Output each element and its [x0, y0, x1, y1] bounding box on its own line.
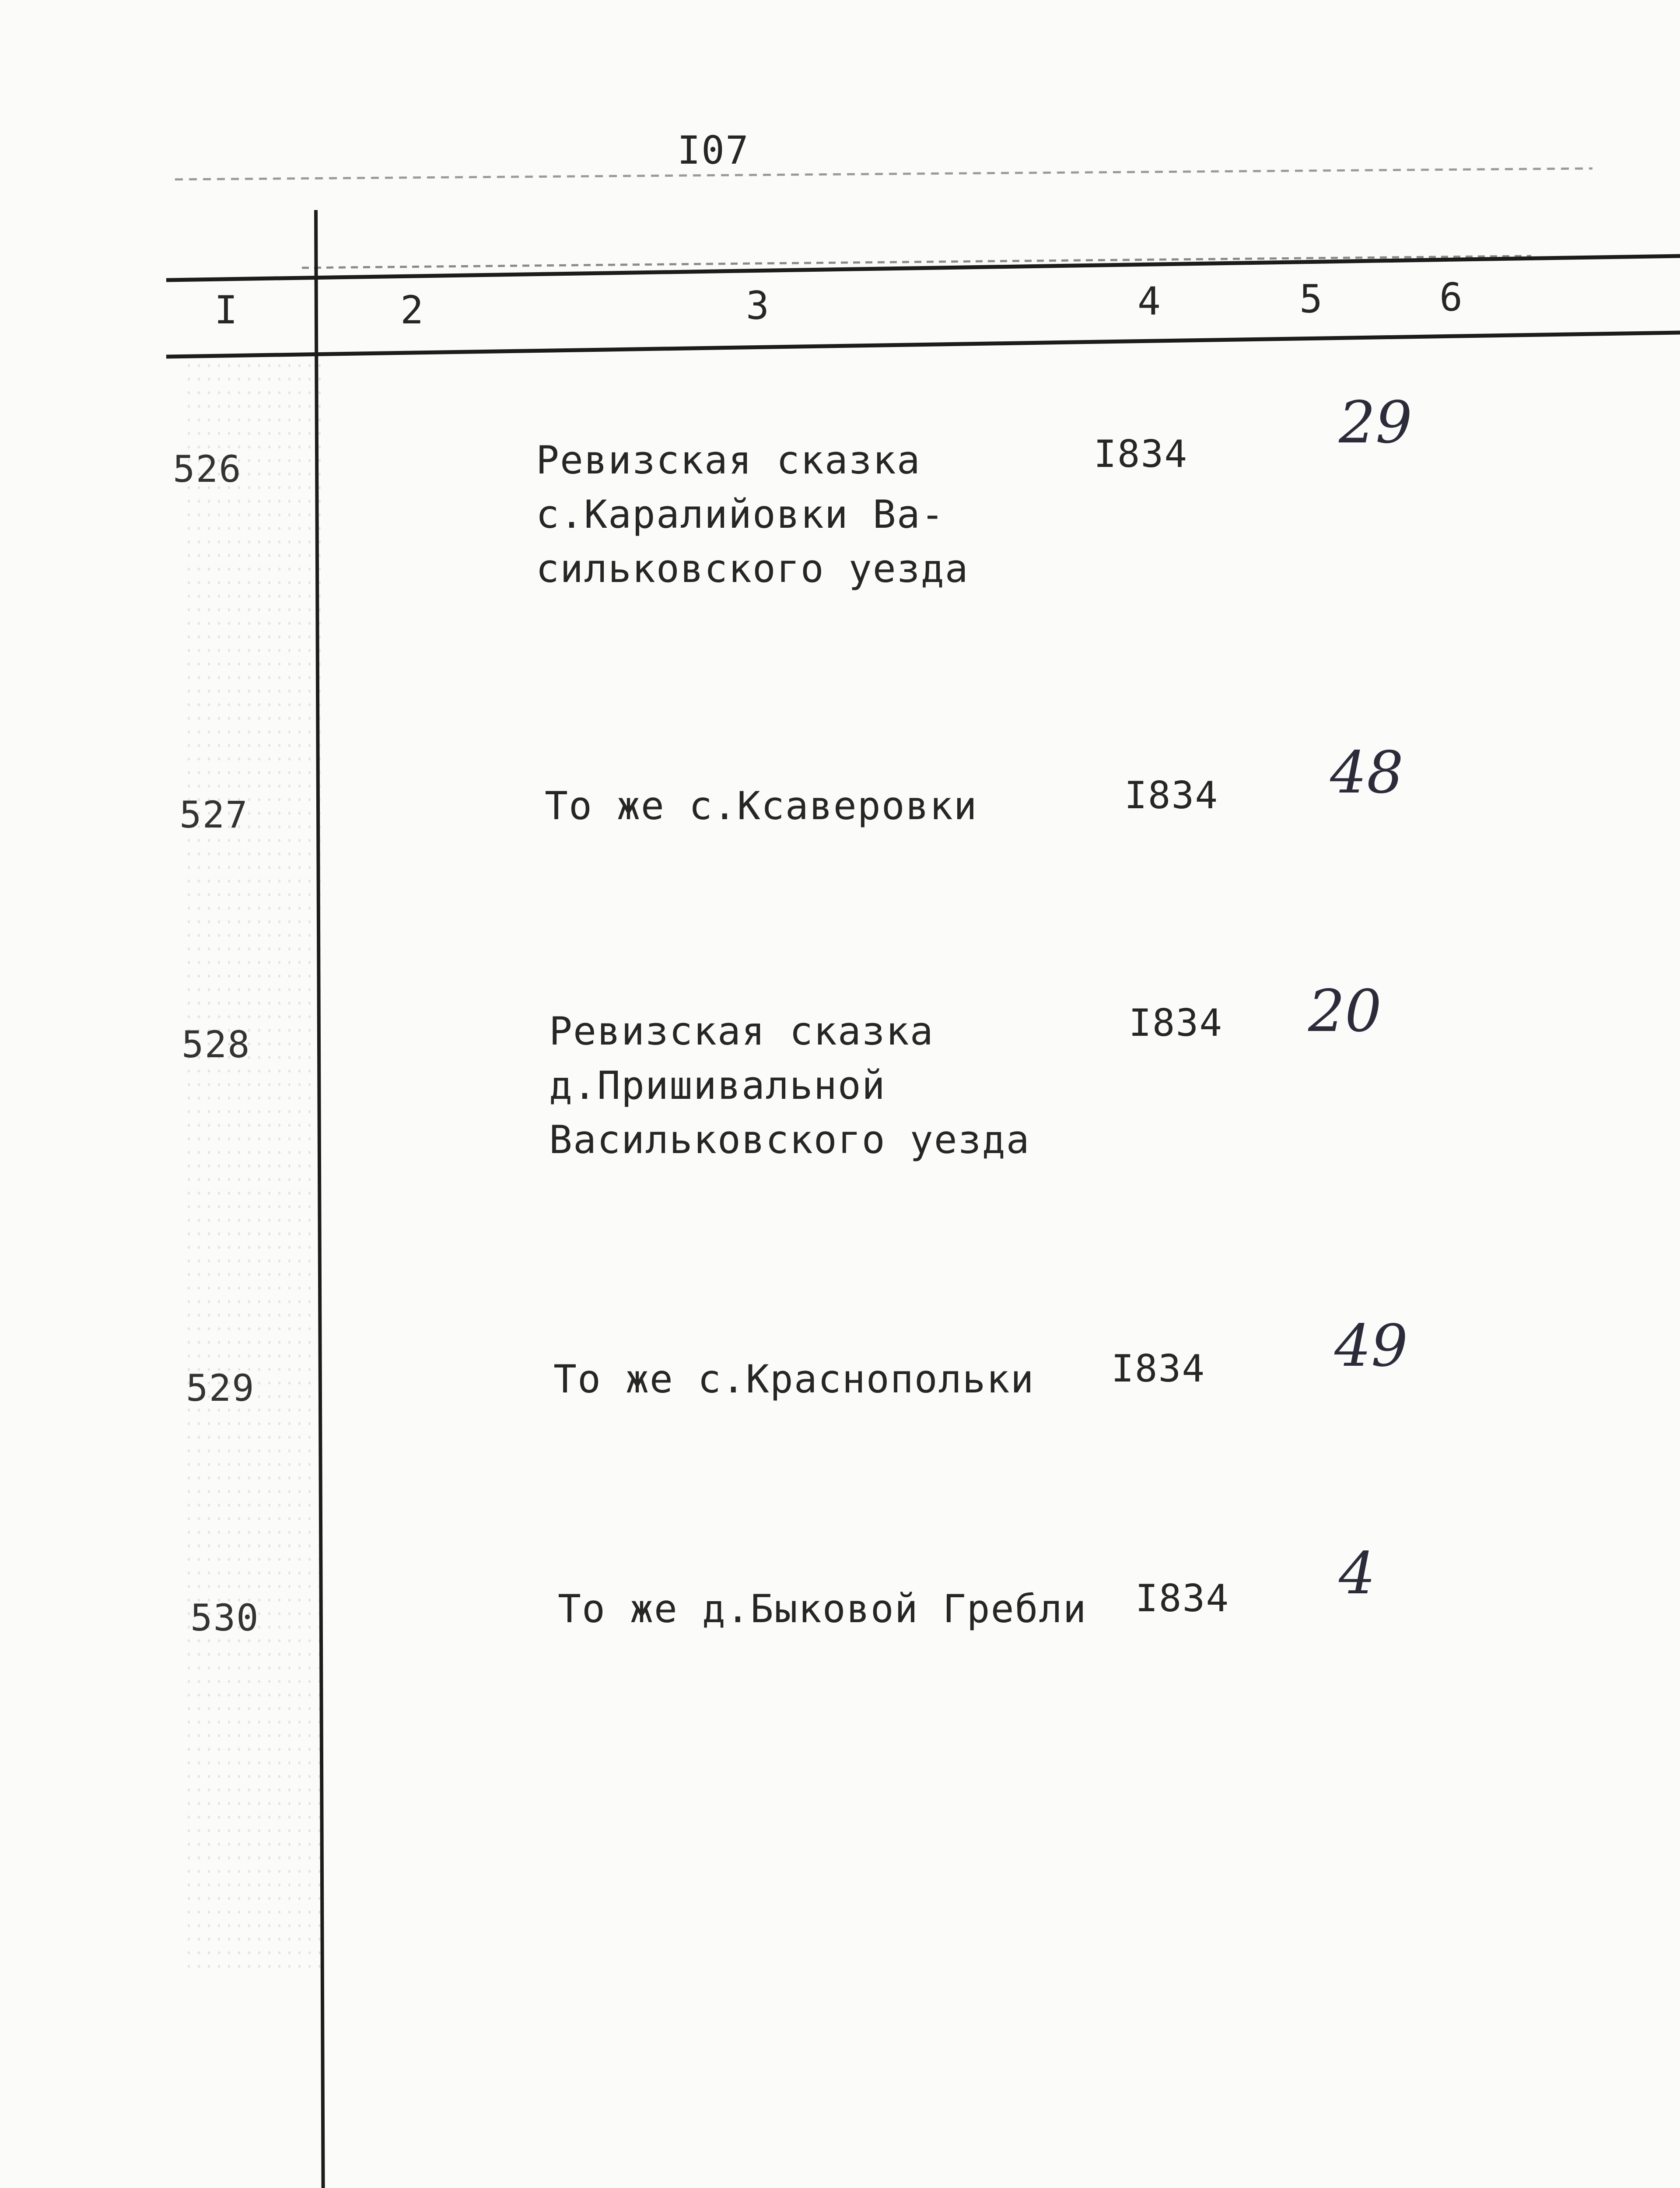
row-number: 528 [182, 1023, 251, 1066]
record-title: То же с.Краснопольки [553, 1357, 1035, 1402]
record-title: То же д.Быковой Гребли [558, 1586, 1087, 1631]
record-year: I834 [1124, 774, 1219, 817]
row-number: 527 [179, 793, 248, 836]
column-header-1: I [214, 288, 238, 333]
record-year: I834 [1094, 432, 1188, 476]
sheet-count: 48 [1330, 739, 1404, 806]
sheet-count: 29 [1339, 389, 1412, 456]
column-header-2: 2 [400, 288, 424, 333]
column-header-4: 4 [1138, 279, 1162, 324]
record-year: I834 [1129, 1001, 1223, 1045]
sheet-count: 20 [1308, 978, 1382, 1045]
top-dashed-rule [175, 168, 1592, 179]
record-title: Ревизская сказка с.Каралийовки Ва- сильковского уезда [536, 438, 969, 591]
page-number: I07 [677, 128, 749, 173]
record-year: I834 [1111, 1347, 1206, 1391]
record-title: Ревизская сказка д.Пришивальной Васильковского уезда [549, 1009, 1030, 1162]
sheet-count: 4 [1339, 1540, 1376, 1607]
header-bottom-rule [166, 333, 1680, 357]
record-title: То же с.Ксаверовки [545, 783, 978, 828]
column-rule [316, 210, 325, 2188]
record-year: I834 [1135, 1577, 1230, 1620]
column-header-5: 5 [1299, 277, 1323, 322]
row-number: 530 [190, 1596, 259, 1639]
column-header-6: 6 [1439, 275, 1463, 320]
sheet-count: 49 [1334, 1312, 1408, 1380]
column-header-3: 3 [746, 283, 770, 328]
row-number: 529 [186, 1367, 255, 1410]
row-number: 526 [173, 448, 242, 491]
